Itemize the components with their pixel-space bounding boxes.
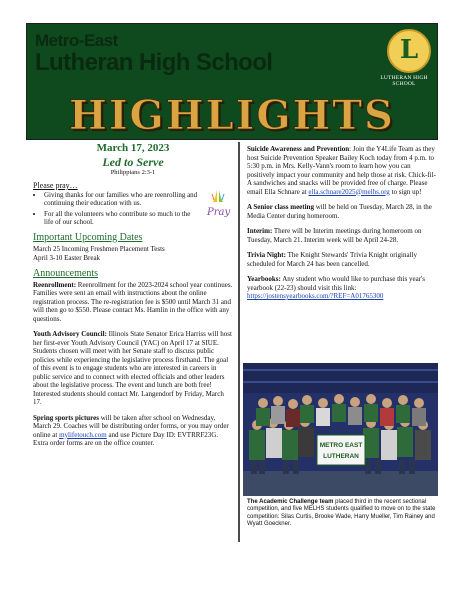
pray-item: • For all the volunteers who contribute so much to the life of our school.: [44, 210, 199, 227]
date-item: March 25 Incoming Freshmen Placement Tests: [33, 244, 165, 253]
spring-label: Spring sports pictures: [33, 413, 99, 422]
logo-letter: L: [399, 35, 419, 65]
trivia-label: Trivia Night:: [247, 251, 286, 259]
trivia-text: The Knight Stewards' Trivia Knight originally scheduled for March 24 has been cancelled.: [247, 251, 417, 268]
school-logo: [387, 29, 431, 73]
suicide-text: : Join the Y4Life Team as they host Suicide Prevention Speaker Bailey Koch today from 4 p.m. to 5:30 p.m. in Mrs. Kelly-Vann's room to learn how you can positively impact your community and help those at risk. Chick-fil-A sandwiches and snacks will be provided free of charge. Please email Ella Schnare at: [247, 145, 436, 196]
school-name-line1: Metro-East: [35, 31, 118, 50]
column-divider: [238, 142, 240, 542]
yearbook-text: Any student who would like to purchase this year's yearbook (22-23) should visit this link:: [247, 275, 425, 292]
senior-paragraph: [247, 203, 437, 220]
senior-label: A Senior class meeting: [247, 203, 314, 211]
reenrollment-paragraph: [33, 281, 233, 324]
photo-caption: [247, 499, 437, 529]
theme-title: Led to Serve: [102, 155, 164, 169]
theme-verse: Philippians 2:3-1: [110, 169, 156, 176]
suicide-email-link[interactable]: ella.schnare2025@melhs.org: [308, 187, 390, 196]
caption-text: placed third in the recent sectional competition, and five MELHS students qualified to move on to the state competition: Silas Curtis, Brooke Wade, Harry Mueller, Tim Rainey and Wyatt Goeckner.: [247, 499, 436, 528]
logo-caption: LUTHERAN HIGH SCHOOL: [380, 75, 428, 87]
yac-text: Illinois State Senator Erica Harriss will host her first-ever Youth Advisory Council (YAC) on April 17 at SIUE. Students chosen will meet with her Senate staff to discuss public policies while experiencing the legislative process firsthand. The goal of this event is to engage students who are interested in careers in public service and to connect with elected officials and other leaders about the legislative process. The event and lunch are both free! Interested students should contact Mr. Langendorf by Friday, March 17.: [33, 330, 232, 407]
date-item: April 3-10 Easter Break: [33, 254, 101, 263]
senior-text: will be held on Tuesday, March 28, in the Media Center during homeroom.: [247, 203, 432, 220]
spring-text-a: will be taken after school on Wednesday, March 29. Coaches will be distributing order forms, or you may order online at: [33, 413, 229, 439]
trivia-paragraph: [247, 251, 437, 268]
reenrollment-text: Reenrollment for the 2023-2024 school year continues. Families were sent an email with instructions about the online registration process. The re-registration fee is $500 until March 31 and will then go to $550. Please contact Ms. Hamlin in the office with any questions.: [33, 280, 233, 323]
interim-text: There will be Interim meetings during homeroom on Tuesday, March 21. Interim week will be April 24-28.: [247, 227, 422, 244]
spring-pictures-paragraph: [33, 414, 233, 448]
right-column: [247, 144, 437, 301]
lifetouch-link[interactable]: mylifetouch.com: [59, 430, 107, 439]
caption-label: The Academic Challenge team: [247, 499, 334, 505]
spring-text-b: and use Picture Day ID: EVTRRF23G. Extra order forms are on the office counter.: [33, 430, 219, 448]
interim-paragraph: [247, 227, 437, 244]
left-column: [33, 142, 233, 448]
interim-label: Interim:: [247, 227, 273, 235]
school-name-line2: Lutheran High School: [35, 49, 273, 76]
pray-hands-icon: [203, 188, 233, 220]
team-banner: [317, 435, 365, 465]
team-photo: [243, 363, 438, 496]
banner-line1: METRO EAST: [319, 442, 363, 449]
yearbook-link[interactable]: https://jostensyearbooks.com/?REF=A01765300: [247, 292, 384, 300]
newsletter-title: HIGHLIGHTS: [69, 92, 395, 139]
yearbook-paragraph: [247, 275, 437, 301]
suicide-tail: to sign up!: [389, 187, 422, 196]
reenrollment-label: Reenrollment:: [33, 280, 77, 289]
pray-heading: Please pray…: [33, 181, 78, 190]
suicide-label: Suicide Awareness and Prevention: [247, 145, 350, 153]
pray-text: Pray: [207, 207, 231, 218]
yac-label: Youth Advisory Council:: [33, 330, 107, 339]
announcements-heading: Announcements: [33, 267, 98, 279]
yearbook-label: Yearbooks:: [247, 275, 281, 283]
suicide-paragraph: [247, 145, 437, 196]
issue-date: March 17, 2023: [96, 142, 170, 154]
yac-paragraph: [33, 330, 233, 407]
masthead: [26, 23, 438, 140]
banner-line2: LUTHERAN: [323, 453, 359, 460]
pray-item: • Giving thanks for our families who are reenrolling and continuing their education with us.: [44, 191, 199, 208]
dates-heading: Important Upcoming Dates: [33, 231, 143, 243]
